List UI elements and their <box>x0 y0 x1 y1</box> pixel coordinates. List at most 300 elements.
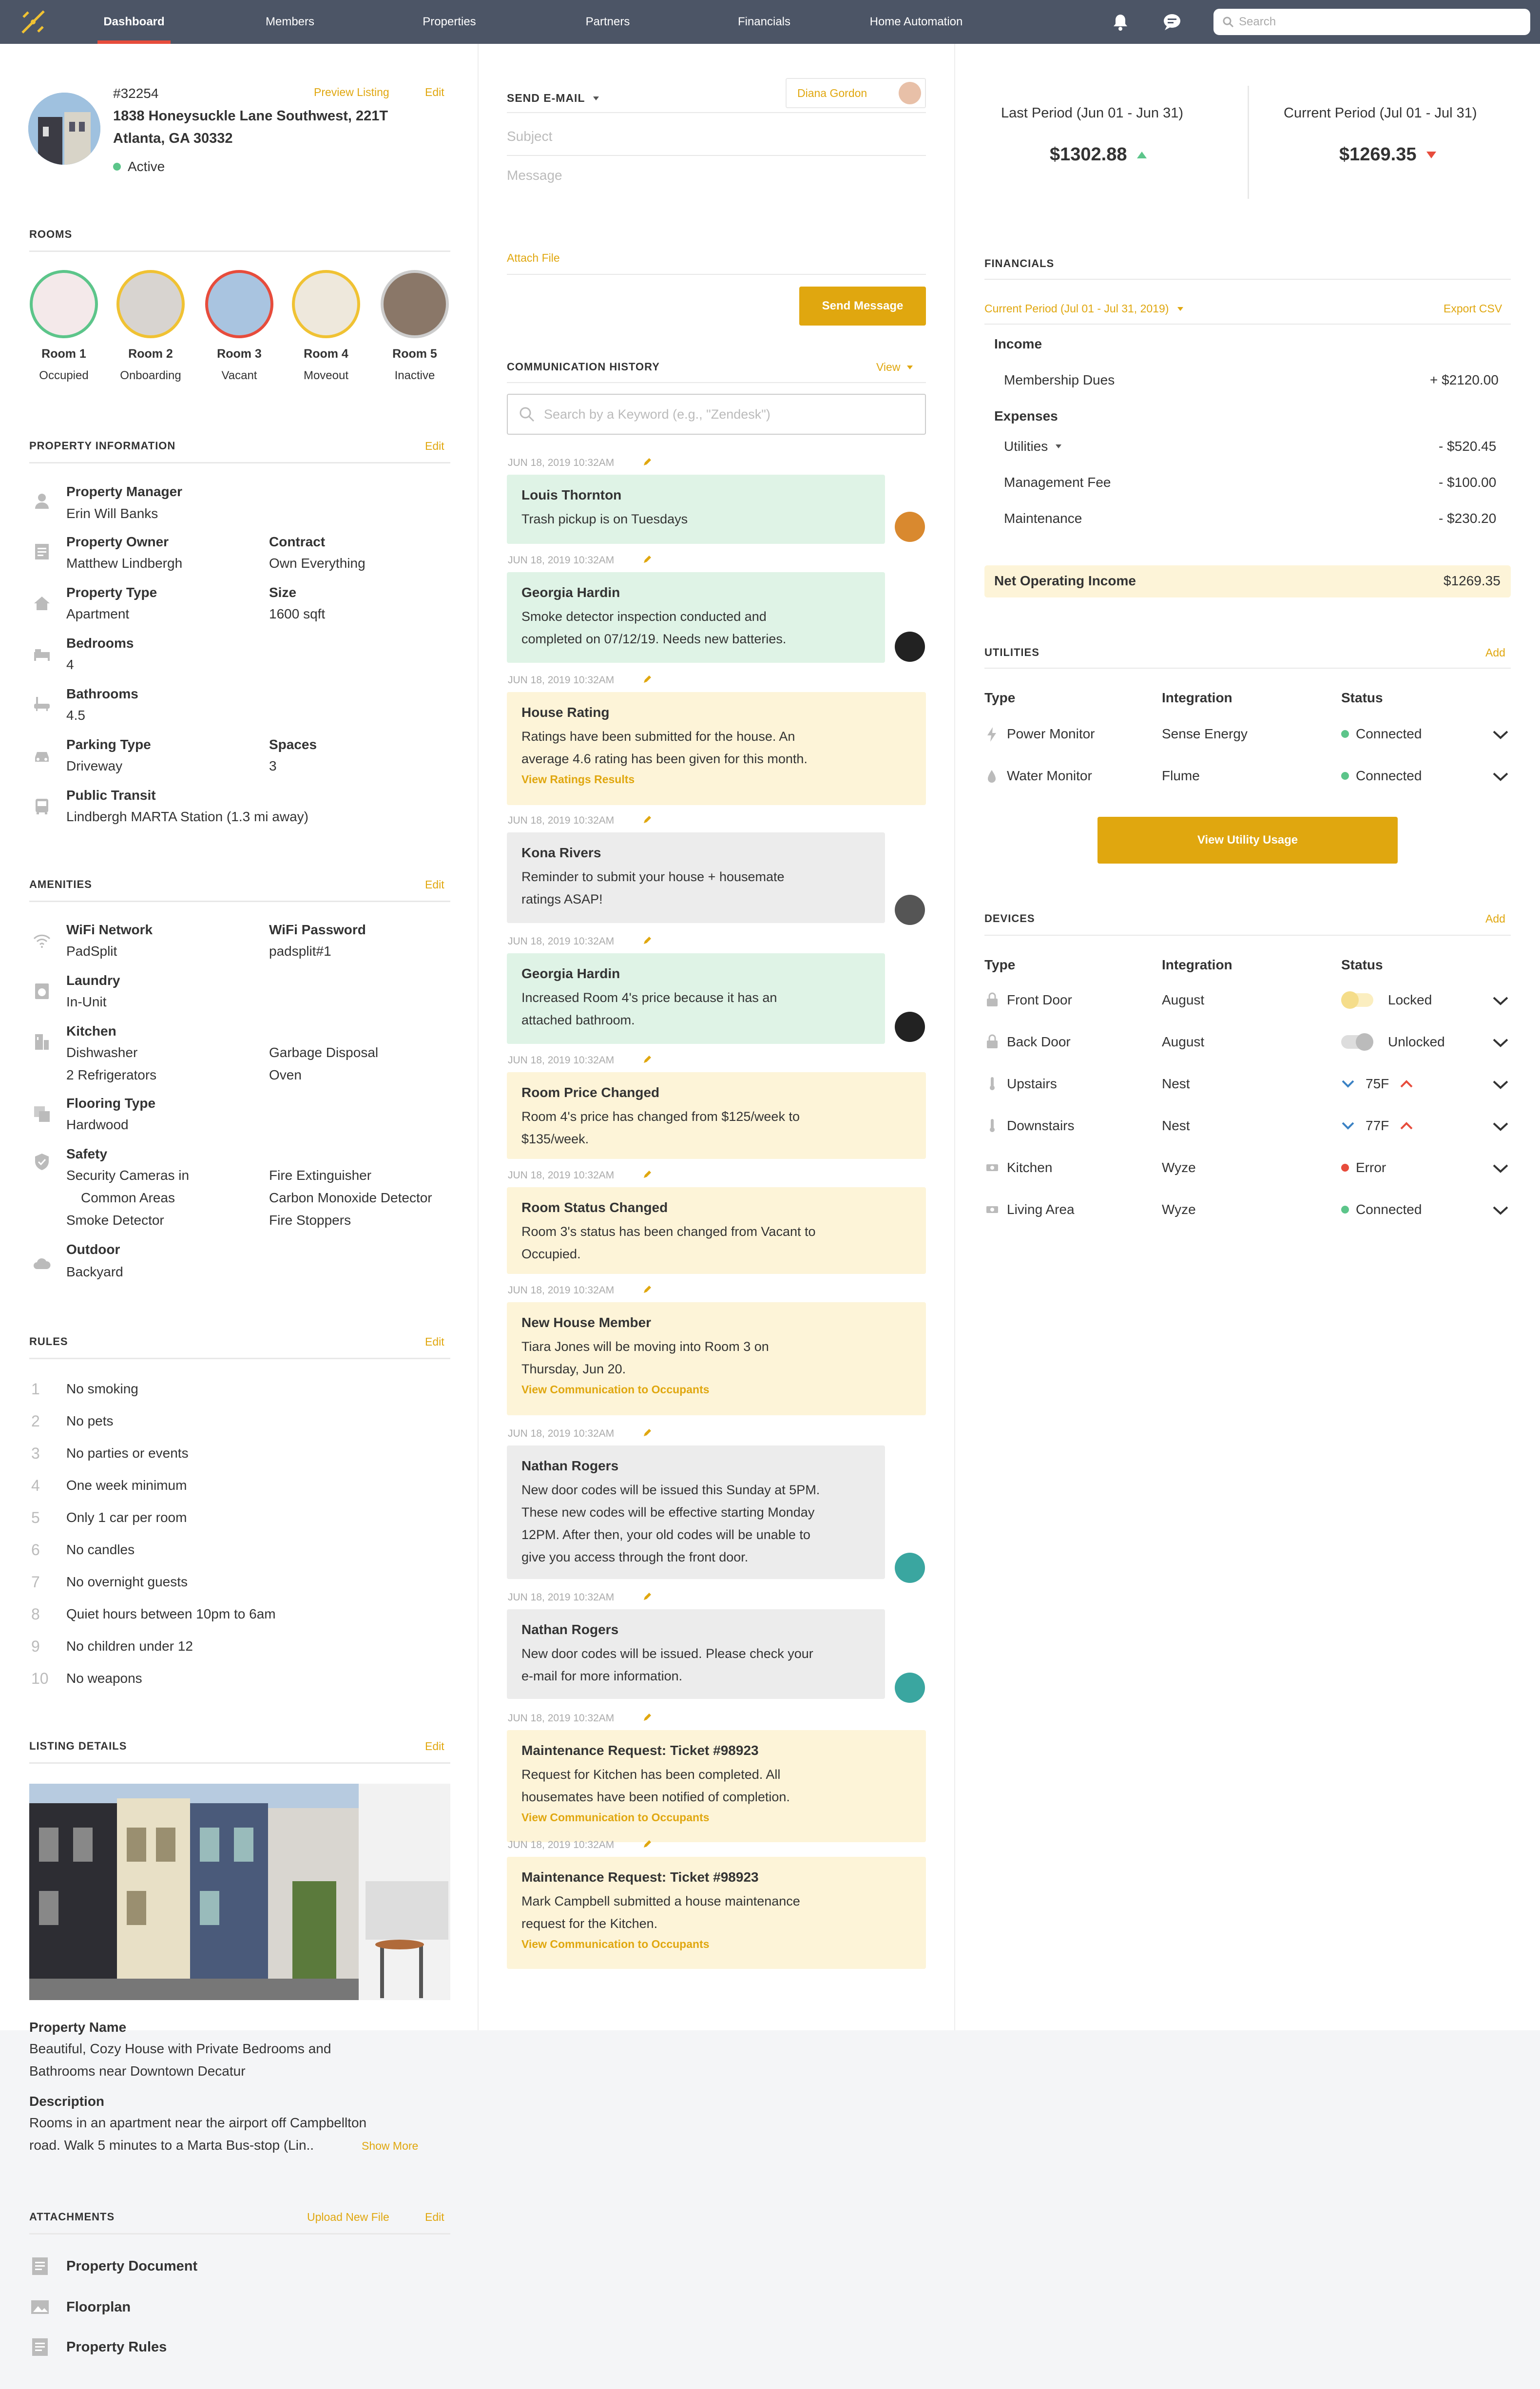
label: WiFi Network <box>66 922 153 937</box>
kitchen-icon <box>32 1032 52 1052</box>
room-card[interactable] <box>198 270 281 383</box>
temperature-value: 77F <box>1366 1118 1389 1133</box>
message-title: Kona Rivers <box>521 845 601 860</box>
message-date: JUN 18, 2019 10:32AM <box>508 555 615 566</box>
view-utility-usage-button[interactable]: View Utility Usage <box>1097 817 1398 864</box>
logo-icon[interactable] <box>19 7 48 37</box>
lock-toggle[interactable] <box>1341 992 1432 1008</box>
device-type: Kitchen <box>1007 1160 1053 1175</box>
label: Contract <box>269 534 326 549</box>
message-card[interactable] <box>507 1445 885 1579</box>
rule-item: No parties or events <box>66 1445 189 1461</box>
message-type-icon <box>642 1285 652 1294</box>
message-body: give you access through the front door. <box>521 1550 749 1564</box>
chevron-down-icon[interactable] <box>1492 1038 1509 1048</box>
temp-down-icon[interactable] <box>1341 1079 1355 1088</box>
label: Spaces <box>269 737 317 752</box>
temp-up-icon[interactable] <box>1400 1079 1413 1088</box>
col-header-integration: Integration <box>1162 957 1232 972</box>
message-input[interactable]: Message <box>507 168 562 183</box>
nav-properties[interactable]: Properties <box>423 15 476 28</box>
message-body: Ratings have been submitted for the house. An <box>521 729 795 744</box>
label: Bathrooms <box>66 686 138 701</box>
message-card[interactable] <box>507 1187 926 1274</box>
listing-title: LISTING DETAILS <box>29 1740 127 1752</box>
rooms-title: ROOMS <box>29 228 73 240</box>
divider <box>984 668 1511 669</box>
property-status <box>113 159 165 174</box>
nav-dashboard[interactable]: Dashboard <box>88 0 180 44</box>
message-body: Room 4's price has changed from $125/week to <box>521 1109 800 1124</box>
divider <box>29 2233 450 2235</box>
caret-down-icon <box>1056 444 1061 448</box>
rule-item: No pets <box>66 1413 114 1428</box>
period-label: Current Period (Jul 01 - Jul 31, 2019) <box>984 302 1169 315</box>
col-header-type: Type <box>984 690 1016 705</box>
message-title: New House Member <box>521 1315 652 1330</box>
document-icon <box>32 542 52 561</box>
value: Driveway <box>66 758 123 773</box>
edit-amenities-link[interactable]: Edit <box>425 878 444 891</box>
edit-attachments-link[interactable]: Edit <box>425 2211 444 2223</box>
room-card[interactable] <box>22 270 105 383</box>
message-type-icon <box>642 815 652 825</box>
message-body: $135/week. <box>521 1132 589 1146</box>
value: 4.5 <box>66 708 85 723</box>
value: Security Cameras in <box>66 1168 190 1183</box>
toggle-track <box>1341 1035 1373 1049</box>
toggle-knob <box>1356 1033 1373 1051</box>
status-text: Active <box>128 159 165 174</box>
value: 4 <box>66 657 74 672</box>
device-type: Back Door <box>1007 1034 1071 1049</box>
dues-value: + $2120.00 <box>1430 372 1499 387</box>
room-photo <box>381 270 449 338</box>
message-body: Trash pickup is on Tuesdays <box>521 512 688 526</box>
divider <box>29 1762 450 1764</box>
device-status <box>1341 1202 1422 1217</box>
status-dot <box>1341 730 1349 738</box>
value: Lindbergh MARTA Station (1.3 mi away) <box>66 809 308 824</box>
utilities-value: - $520.45 <box>1439 439 1497 454</box>
add-utility-link[interactable]: Add <box>1485 646 1505 659</box>
message-card[interactable] <box>507 572 885 663</box>
dues-label: Membership Dues <box>1004 372 1115 387</box>
listing-photo[interactable] <box>29 1784 450 2000</box>
status-dot <box>1341 1164 1349 1172</box>
bus-icon <box>32 796 52 816</box>
financials-title: FINANCIALS <box>984 257 1055 270</box>
water-drop-icon <box>986 769 997 784</box>
cloud-icon <box>32 1253 52 1273</box>
search-icon <box>1222 16 1234 28</box>
temp-down-icon[interactable] <box>1341 1121 1355 1130</box>
message-body: Mark Campbell submitted a house maintenance <box>521 1894 800 1908</box>
message-date: JUN 18, 2019 10:32AM <box>508 1285 615 1296</box>
image-icon <box>29 2297 51 2317</box>
utilities-expense-toggle[interactable] <box>1004 439 1061 454</box>
room-name: Room 4 <box>304 347 348 361</box>
rules-title: RULES <box>29 1335 68 1348</box>
chevron-down-icon[interactable] <box>1492 996 1509 1006</box>
message-date: JUN 18, 2019 10:32AM <box>508 1055 615 1066</box>
message-action-link[interactable]: View Ratings Results <box>521 773 635 786</box>
rule-number: 8 <box>31 1605 40 1623</box>
temperature-value: 75F <box>1366 1076 1389 1091</box>
caret-down-icon <box>907 366 913 369</box>
lock-icon <box>985 1034 999 1050</box>
utility-integration: Flume <box>1162 768 1200 783</box>
col-header-integration: Integration <box>1162 690 1232 705</box>
amenities-title: AMENITIES <box>29 878 92 890</box>
nav-members[interactable]: Members <box>265 15 315 28</box>
property-address-line1: 1838 Honeysuckle Lane Southwest, 221T <box>113 108 388 124</box>
trend-down-icon <box>1426 152 1436 158</box>
avatar <box>899 82 921 104</box>
message-body: Reminder to submit your house + housemate <box>521 869 785 884</box>
bell-icon[interactable] <box>1110 12 1131 32</box>
recipient-name: Diana Gordon <box>797 86 867 99</box>
preview-listing-link[interactable]: Preview Listing <box>314 86 389 98</box>
value: Fire Stoppers <box>269 1213 351 1228</box>
attachment-item[interactable] <box>29 2297 131 2317</box>
device-type: Front Door <box>1007 992 1072 1007</box>
rule-number: 3 <box>31 1445 40 1462</box>
room-name: Room 3 <box>217 347 262 361</box>
nav-home-automation[interactable]: Home Automation <box>869 15 963 28</box>
comm-history-title: COMMUNICATION HISTORY <box>507 361 660 373</box>
value: Oven <box>269 1067 302 1082</box>
room-photo <box>30 270 98 338</box>
value: In-Unit <box>66 994 107 1009</box>
temperature-stepper <box>1341 1076 1413 1092</box>
message-title: House Rating <box>521 705 610 720</box>
send-message-button[interactable]: Send Message <box>799 287 926 326</box>
message-card[interactable] <box>507 953 885 1044</box>
toggle-knob <box>1341 991 1359 1009</box>
room-status: Moveout <box>303 369 349 382</box>
edit-property-link[interactable]: Edit <box>425 86 444 98</box>
divider <box>984 279 1511 280</box>
status-text: Locked <box>1388 992 1432 1007</box>
attach-file-link[interactable]: Attach File <box>507 251 560 264</box>
message-date: JUN 18, 2019 10:32AM <box>508 1592 615 1603</box>
divider <box>507 155 926 156</box>
message-card[interactable] <box>507 832 885 923</box>
message-action-link[interactable]: View Communication to Occupants <box>521 1383 710 1396</box>
value: Smoke Detector <box>66 1213 164 1228</box>
divider <box>29 462 450 463</box>
message-title: Nathan Rogers <box>521 1622 619 1637</box>
document-icon <box>29 2256 51 2276</box>
message-body: Thursday, Jun 20. <box>521 1362 626 1376</box>
avatar <box>895 1553 925 1583</box>
label: Public Transit <box>66 788 156 803</box>
room-photo <box>116 270 185 338</box>
status-dot <box>113 163 121 171</box>
message-body: Request for Kitchen has been completed. All <box>521 1767 781 1782</box>
device-integration: August <box>1162 1034 1205 1049</box>
show-more-link[interactable]: Show More <box>362 2139 419 2152</box>
edit-listing-link[interactable]: Edit <box>425 1740 444 1753</box>
temp-up-icon[interactable] <box>1400 1121 1413 1130</box>
rule-number: 7 <box>31 1573 40 1591</box>
message-type-icon <box>642 1592 652 1601</box>
recipient-chip[interactable] <box>786 78 926 108</box>
chevron-down-icon[interactable] <box>1492 1080 1509 1090</box>
message-body: These new codes will be effective starting Monday <box>521 1505 815 1520</box>
attachment-name: Floorplan <box>66 2299 131 2315</box>
label: Parking Type <box>66 737 151 752</box>
rule-item: No smoking <box>66 1381 138 1396</box>
value: Garbage Disposal <box>269 1045 379 1060</box>
utility-type: Power Monitor <box>1007 726 1095 741</box>
room-status: Occupied <box>39 369 89 382</box>
listing-name-line1: Beautiful, Cozy House with Private Bedrooms and <box>29 2041 331 2056</box>
rule-item: One week minimum <box>66 1478 187 1493</box>
col-header-status: Status <box>1341 957 1383 972</box>
thermometer-icon <box>985 1118 999 1134</box>
value: Fire Extinguisher <box>269 1168 372 1183</box>
message-date: JUN 18, 2019 10:32AM <box>508 457 615 468</box>
message-type-icon <box>642 1839 652 1849</box>
message-body: New door codes will be issued this Sunday at 5PM. <box>521 1483 820 1497</box>
message-date: JUN 18, 2019 10:32AM <box>508 1428 615 1439</box>
room-status: Onboarding <box>120 369 181 382</box>
message-type-icon <box>642 1055 652 1064</box>
label: Kitchen <box>66 1023 116 1039</box>
message-action-link[interactable]: View Communication to Occupants <box>521 1811 710 1824</box>
divider <box>984 935 1511 936</box>
property-photo <box>28 93 100 165</box>
avatar <box>895 895 925 925</box>
message-title: Room Price Changed <box>521 1085 660 1100</box>
device-type: Downstairs <box>1007 1118 1075 1133</box>
wifi-icon <box>32 931 52 950</box>
device-integration: Nest <box>1162 1076 1190 1091</box>
rule-number: 9 <box>31 1638 40 1655</box>
current-period-label: Current Period (Jul 01 - Jul 31) <box>1284 105 1477 121</box>
message-action-link[interactable]: View Communication to Occupants <box>521 1938 710 1950</box>
divider <box>29 901 450 902</box>
avatar <box>895 512 925 542</box>
message-title: Nathan Rogers <box>521 1458 619 1473</box>
device-integration: August <box>1162 992 1205 1007</box>
house-icon <box>32 594 52 613</box>
message-card[interactable] <box>507 1857 926 1969</box>
thermometer-icon <box>985 1076 999 1092</box>
amount: $1269.35 <box>1339 144 1417 165</box>
mgmt-value: - $100.00 <box>1439 475 1497 490</box>
divider <box>29 1358 450 1359</box>
message-type-icon <box>642 936 652 945</box>
message-date: JUN 18, 2019 10:32AM <box>508 1170 615 1181</box>
subject-input[interactable]: Subject <box>507 129 553 144</box>
status-dot <box>1341 772 1349 780</box>
income-label: Income <box>994 336 1042 351</box>
last-period-value <box>1050 144 1147 165</box>
chevron-down-icon[interactable] <box>1492 1206 1509 1215</box>
col-header-type: Type <box>984 957 1016 972</box>
last-period-label: Last Period (Jun 01 - Jun 31) <box>1001 105 1183 121</box>
history-search-input[interactable] <box>507 394 926 435</box>
device-type: Living Area <box>1007 1202 1075 1217</box>
rule-number: 10 <box>31 1670 49 1687</box>
message-body: average 4.6 rating has been given for this month. <box>521 751 808 766</box>
message-body: Occupied. <box>521 1247 581 1261</box>
caret-down-icon <box>1177 307 1183 311</box>
room-card[interactable] <box>109 270 192 383</box>
room-name: Room 2 <box>128 347 173 361</box>
upload-file-link[interactable]: Upload New File <box>307 2211 389 2223</box>
search-placeholder: Search by a Keyword (e.g., "Zendesk") <box>544 406 770 422</box>
message-title: Georgia Hardin <box>521 585 620 600</box>
status-text: Connected <box>1356 768 1422 783</box>
current-period-value <box>1339 144 1436 165</box>
value: padsplit#1 <box>269 944 331 959</box>
mgmt-label: Management Fee <box>1004 475 1111 490</box>
message-date: JUN 18, 2019 10:32AM <box>508 674 615 686</box>
period-dropdown[interactable] <box>984 302 1183 315</box>
view-filter-dropdown[interactable] <box>876 361 913 374</box>
rule-number: 4 <box>31 1477 40 1494</box>
message-type-icon <box>642 457 652 467</box>
property-address-line2: Atlanta, GA 30332 <box>113 131 233 146</box>
label: Property Manager <box>66 484 183 499</box>
label: Laundry <box>66 973 120 988</box>
amount: $1302.88 <box>1050 144 1127 165</box>
search-icon <box>519 406 535 423</box>
send-email-dropdown[interactable] <box>507 92 599 105</box>
utilities-title: UTILITIES <box>984 646 1040 658</box>
listing-desc-line1: Rooms in an apartment near the airport off Campbellton <box>29 2115 367 2130</box>
message-body: request for the Kitchen. <box>521 1916 658 1931</box>
message-card[interactable] <box>507 1730 926 1842</box>
message-card[interactable] <box>507 1302 926 1415</box>
message-type-icon <box>642 674 652 684</box>
divider <box>1248 86 1249 199</box>
message-body: completed on 07/12/19. Needs new batteries. <box>521 632 787 646</box>
chevron-down-icon[interactable] <box>1492 1164 1509 1174</box>
page-background-bottom <box>0 2030 1540 2389</box>
message-title: Room Status Changed <box>521 1200 668 1215</box>
message-title: Georgia Hardin <box>521 966 620 981</box>
message-date: JUN 18, 2019 10:32AM <box>508 815 615 826</box>
camera-icon <box>985 1202 999 1217</box>
message-card[interactable] <box>507 475 885 544</box>
lock-toggle[interactable] <box>1341 1034 1445 1050</box>
value: Dishwasher <box>66 1045 138 1060</box>
room-card[interactable] <box>373 270 456 383</box>
label: Safety <box>66 1146 108 1161</box>
car-icon <box>32 746 52 765</box>
message-body: Increased Room 4's price because it has an <box>521 990 777 1005</box>
rule-number: 2 <box>31 1412 40 1430</box>
message-card[interactable] <box>507 692 926 805</box>
message-type-icon <box>642 1170 652 1179</box>
person-icon <box>32 491 52 511</box>
room-status: Vacant <box>221 369 257 382</box>
chat-icon[interactable] <box>1162 12 1182 32</box>
temperature-stepper <box>1341 1118 1413 1134</box>
message-body: Tiara Jones will be moving into Room 3 on <box>521 1339 769 1354</box>
noi-value: $1269.35 <box>1444 573 1501 588</box>
room-photo <box>292 270 360 338</box>
device-integration: Wyze <box>1162 1160 1196 1175</box>
chevron-down-icon[interactable] <box>1492 730 1509 740</box>
attachment-name: Property Document <box>66 2258 198 2274</box>
value: PadSplit <box>66 944 117 959</box>
attachment-item[interactable] <box>29 2256 197 2276</box>
avatar <box>895 1012 925 1042</box>
value: Erin Will Banks <box>66 506 158 521</box>
nav-partners[interactable]: Partners <box>585 15 630 28</box>
value: Own Everything <box>269 556 366 571</box>
listing-name-label: Property Name <box>29 2020 127 2035</box>
message-type-icon <box>642 1713 652 1722</box>
attachment-item[interactable] <box>29 2337 167 2357</box>
edit-rules-link[interactable]: Edit <box>425 1335 444 1348</box>
device-type: Upstairs <box>1007 1076 1057 1091</box>
avatar <box>895 632 925 662</box>
maint-label: Maintenance <box>1004 511 1082 526</box>
view-label: View <box>876 361 901 373</box>
bathtub-icon <box>32 694 52 713</box>
device-integration: Nest <box>1162 1118 1190 1133</box>
message-type-icon <box>642 1428 652 1438</box>
message-body: Room 3's status has been changed from Vacant to <box>521 1224 816 1239</box>
message-title: Maintenance Request: Ticket #98923 <box>521 1743 759 1758</box>
message-type-icon <box>642 555 652 564</box>
expenses-label: Expenses <box>994 408 1058 424</box>
value: 1600 sqft <box>269 606 326 621</box>
message-date: JUN 18, 2019 10:32AM <box>508 1839 615 1850</box>
room-name: Room 1 <box>41 347 86 361</box>
message-card[interactable] <box>507 1072 926 1159</box>
washer-icon <box>32 982 52 1001</box>
col-header-status: Status <box>1341 690 1383 705</box>
edit-property-info-link[interactable]: Edit <box>425 440 444 452</box>
chevron-down-icon[interactable] <box>1492 1122 1509 1132</box>
toggle-track <box>1341 993 1373 1007</box>
message-card[interactable] <box>507 1609 885 1699</box>
label: Property Type <box>66 585 157 600</box>
rule-number: 6 <box>31 1541 40 1559</box>
export-csv-link[interactable]: Export CSV <box>1444 302 1502 315</box>
chevron-down-icon[interactable] <box>1492 772 1509 782</box>
nav-financials[interactable]: Financials <box>737 15 791 28</box>
device-integration: Wyze <box>1162 1202 1196 1217</box>
global-search-input[interactable] <box>1213 9 1530 35</box>
rule-number: 5 <box>31 1509 40 1526</box>
add-device-link[interactable]: Add <box>1485 912 1505 925</box>
listing-name-line2: Bathrooms near Downtown Decatur <box>29 2063 246 2079</box>
rule-item: Only 1 car per room <box>66 1510 187 1525</box>
listing-desc-label: Description <box>29 2094 105 2109</box>
message-body: ratings ASAP! <box>521 892 603 906</box>
rule-number: 1 <box>31 1380 40 1398</box>
label: WiFi Password <box>269 922 366 937</box>
value: Apartment <box>66 606 130 621</box>
shield-icon <box>32 1152 52 1172</box>
message-body: New door codes will be issued. Please check your <box>521 1646 813 1661</box>
rule-item: No candles <box>66 1542 135 1557</box>
property-id: #32254 <box>113 86 159 101</box>
room-name: Room 5 <box>392 347 437 361</box>
room-card[interactable] <box>285 270 367 383</box>
label: Flooring Type <box>66 1096 156 1111</box>
status-text: Connected <box>1356 1202 1422 1217</box>
